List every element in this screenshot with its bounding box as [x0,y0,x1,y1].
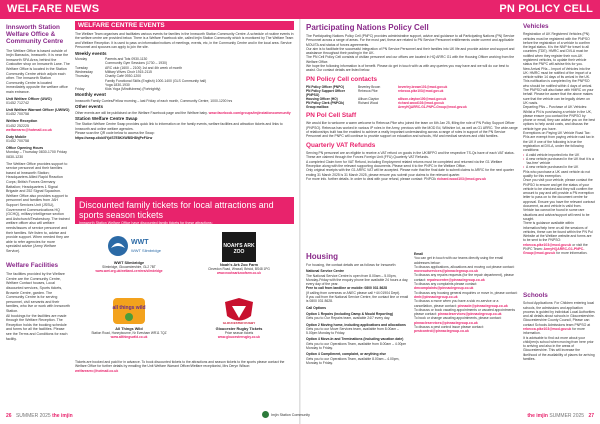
event-desc: Family Functional Skills (English) 1000-1400 (GLS Community hall) [105,78,207,83]
email-item [414,316,518,325]
venue-name: WWT Slimbridge [113,261,145,265]
nsc-text: The National Service Centre is open from 8.00am – 5.00pm, Monday-Friday with the enquiry phone line available 24 hours a day, every day of the year. [306,273,409,287]
call-option-heading: Option 4 Compliment, complaint, or anything else [306,352,387,357]
event-desc: Kids Yoga (Mindfulness) (Fortnightly) [105,87,161,92]
qvat-text: Serving PN personnel are an eligible to receive a VAT refund on goods in the UK/BFPO and the respective TS-Qs have of each VAT status. These are claimed through the Forces Foreign Unit (FFU) Quarterly VAT Refunds. [306,151,515,160]
contact-email[interactable]: beverley.brown101@mod.gov.uk [398,85,448,90]
brand-right: the imjin [527,413,548,419]
venue-name: All Things Wild [115,327,143,331]
page-number-left: 26 [6,413,12,419]
venue-address: Clevedon Road, Wraxall, Bristol, BS48 1PG [208,266,270,271]
swap-app-text: The Station Welfare Centre Swap provides quick link to information on the family events, welfare facilities and attraction tickets and links to Innsworth and online welfare agencies. [75,122,283,131]
email-item [414,308,518,317]
email-item-text: To discuss any housing general enquiries or move in, please contact: [414,290,518,295]
contact-person: Beverley Brown [358,85,381,90]
venue-card [185,296,293,356]
email-item-link[interactable]: pinnacleservices@pinnaclegroup.co.uk [437,312,502,317]
vehicles-p8 [523,221,595,255]
all-things-wild-logo-icon [111,296,147,326]
email-item [414,265,518,274]
qvat-text-4 [306,177,518,181]
contact-person: Allison Clayton [358,97,380,102]
other-events-desc: Other events are will be publicised on the Welfare Facebook page and the Welfare baby. [75,110,208,115]
welfare-facilities-bookings: All bookings for the facilities are made through the Welfare Reception. The Reception holds the booking schedule and forms for all the facilities. Please see the Terms and Conditions for each facility. [6,313,68,341]
email-item-link[interactable]: pestcontrol@pinnaclegroup.co.uk [414,329,469,334]
schools-title: Schools [523,292,548,299]
running-head-left: WELFARE NEWS [0,0,300,19]
email-title: Email [414,252,424,256]
contact-label: Welfare Reception [6,118,38,123]
footer-center-text: Imjin Station Community [271,412,310,417]
email-item-link[interactable]: repairscentre@pinnaclegroup.co.uk [426,277,485,282]
monthly-event-text: Innsworth Family Curries/Fellow morning – last Friday of each month, Community Centre, 1000-1200 hrs [75,98,233,103]
vehicles-p7: Vehicle tax cannot be found in some rare situations and advice/support will need to be sought. [523,208,590,221]
qvat-title: Quarterly VAT Refunds [306,141,376,149]
call-option-heading: Option 4 Move-In and Terminations (Including vacation date) [306,337,404,342]
vehicles-p10-text: for more information. [556,251,588,256]
crest-icon [262,411,269,418]
event-day: Monday [75,57,88,62]
list-item: • A new vehicle purchased in the UK that it is a 'tax-free' vehicle [523,157,595,166]
event-desc: Charity Café 0930-1200 [105,74,142,79]
contact-email[interactable]: ArmyHQARRC-G1-PNPC-Group@mod.gov.uk [398,105,467,110]
email-item [414,299,518,308]
weekly-events-table [75,57,225,91]
call-option-text: Gets you to our Operations Team, available from 8.00am – 4.00pm Monday to Friday. [306,341,407,351]
table-row [306,89,518,97]
contact-person: Richard Wood [358,101,379,106]
vehicles-p6: Once you visit your vehicle, please contact the PNPSO to ensure and get the status of your vehicle to be checked and they will confirm the amount to pay and will provide a PN exemption letter to pass on to the document centre for approval. Ensure you have the relevant contract document, as and vehicle is valid from. [523,178,595,209]
venue-card [185,232,293,292]
events-intro: The Welfare Team organises and facilitates various events for families in the Innsworth Station Community Centre. A schedule of routine events in the welfare centre are provided below. There is a Welfare Facebook site, called Imjin Station Community which is monitored by The Welfare Team and Welfare Reception. It is used to pass on information/notices of meetings, events, etc, in the Community Centre and in the local area. Service Personnel and spouses can apply to join the site. [75,32,294,50]
issue-date-right: SUMMER 2025 [549,413,585,419]
pn-cell-p3: The PN Cell Policy Cell consists of civilian personnel and our offices are located in HQ ARRC G1 with the Housing Officer working from the Welfare Office. [306,55,515,64]
welfare-office-intro: The Welfare Office is based outside of Imjin Barracks, Innsworth. It is near the Innsworth SFA Area, behind the Costcutter shop on Innsworth Lane. The Welfare Office is located in the Station Community Centre which adjoin each other. The Innsworth Station Community Centre is located immediately opposite the welfare office main entrance. [6,48,70,94]
venue-name: Noah's Ark Zoo Farm [219,263,259,267]
wwt-logo-venue: WWT Slimbridge [131,248,161,253]
vehicles-section [523,23,595,256]
contact-person: Rebecca Pike [358,89,378,94]
contact-value: 01452 700758 [6,139,29,144]
call-option-heading: Option 1 Repairs (including Damp & Mould Reporting) [306,311,394,316]
nsc-title: National Service Centre [306,269,345,274]
contact-role: Housing Officer (HO) [306,97,338,102]
event-desc: Military Wives Choir 1915-2115 [105,69,152,74]
venue-card [75,296,183,356]
venue-address: Slimbridge, Gloucestershire, GL2 7BT [102,264,156,269]
venue-website[interactable]: www.allthingswild.co.uk [110,334,148,339]
tickets-note [75,360,294,373]
office-hours-title: Office Opening Hours [6,145,44,150]
discount-title: Discounted family tickets for local attractions and sports season tickets [79,200,274,220]
pn-cell-p2: Our aim is to facilitate the successful integration of PN Service Personnel and their families into UK life and provide advice and support and assistance throughout their posting in the UK. [306,46,515,56]
footer-center [262,411,310,418]
vehicles-p4: Exemptions on Paying UK Vehicle Road Tax: PNs are exempt from paying vehicle road tax in the UK if one of the following is true the registration at DVLA, under the following conditions: [523,131,595,153]
email-item-text: To discuss any repairs requests (for the repair department), please contact: [414,273,514,282]
free-call-2: (if calling from overseas or ANEC please call +44 01904 Dept). [306,290,401,295]
contact-value: 01452 252225 [6,123,29,128]
welfare-facilities-title: Welfare Facilities [6,262,59,269]
venue-card [75,232,183,292]
noahs-ark-logo-icon: NOAH'S ARK ZOO [222,232,256,262]
monthly-event-title: Monthly event [75,92,106,98]
call-option-text: Gets you to Our Repairs team, available 24/7 every day. [306,316,391,321]
contact-person [358,105,398,109]
vehicles-p3: Departing PNs – Purchase of UK Vehicles: Whilst a PN is purchasing a vehicle in the UK, please ensure you contact the PNPSO by phone or email, they can advise you on the best options to help avoid costs, and discuss the vehicle type you have. [523,105,596,131]
at-logo-text: all things wild [112,305,146,311]
contact-email[interactable]: richard.wood103@mod.gov.uk [398,101,445,106]
schools-p2 [523,318,595,335]
glos-logo-text: GLOUCESTER RUGBY [222,321,256,325]
other-events-title: Other events [75,104,104,110]
contact-label: Duty Mobile [6,134,27,139]
table-row [306,105,518,109]
pn-contacts-title: PN Policy Cell contacts [306,75,378,83]
swap-app-title: Station Welfare Centre Swap [75,116,138,122]
footer-left [6,413,73,419]
events-body [75,32,294,140]
venue-address: Price season tickets [224,330,254,335]
swap-app-link[interactable]: https://swap.click/6YjdS7E8KXWBSH8hjPeFUrw [75,135,153,140]
contact-email[interactable]: allison.clayton100@mod.gov.uk [398,97,447,102]
discount-banner [75,197,294,224]
vehicles-p2: New Arrival PNs – Import of Vehicles into the UK: HMRC must be notified of the import of a vehicle within 14 days of its arrival in the UK. This notification is completed by the PNPSO who should be notified within 4 days of arrival. The PNPSO will also liaise with HMRC on your behalf. Please be aware that the above makes sure that the vehicle can be legally driven on UK roads. [523,66,594,105]
email-item-text: To book or change vacating appointments, please contact: [414,316,502,321]
facebook-link[interactable]: www.facebook.com/groups/imjinstationcommunity [208,110,291,115]
call-options-title: Call Options [306,305,326,310]
call-option-text: Gets you to our Move Services team, available from 8.00am – 5.00pm Monday to Friday. [306,326,399,336]
email-item-text: To discuss any complaints please contact: [414,282,478,287]
qvat-text-3: Only original receipts with the G1 ARRC VAT will be accepted. Please note that the final date to submit claims to ARRC for the next quarter ending 31 March 2025 is 31 March 2025, please ensure you submit your claims to the relevant quarter. [306,168,514,177]
event-day: Thursday [75,74,90,79]
pn-cell-p4: We hope the following information is of benefit. Please do get in touch with us with any queries you may have and we will do our best to assist. Our contact details are listed below. [306,64,509,73]
welfare-facilities-text: The facilities provided by the Welfare Centre are the Community Centre, Welfare Contact houses, Local discounted services, Sports tickets, Brownie Centre, garden. The Community Centre is for serving personnel, civil servants and their families, who live or work with Innsworth Station. [6,272,70,313]
contact-label: Unit Welfare Officer (UWO) [6,96,52,101]
event-day: Tuesday [75,65,88,70]
venue-address: Station Road, Honeybourne, Nr Evesham WR11 7QZ [91,330,167,335]
weekly-events-title: Weekly events [75,50,107,56]
event-desc: Community Gym Sessions (1730 – 1930) [105,61,167,66]
vehicles-text: Registration of UK Registered Vehicles (PN) vehicles must be registered with the PNPSO before the registration of a vehicle to confirm the legal status. It is the NNP for travel to all countries (TDE). HMRC and DVLA must be notified when they register their non-UK registered vehicles, to update their vehicle status the PNPC will advise this for you. [523,32,590,67]
page-gutter [299,0,301,424]
schools-email-link[interactable]: rebecca.pike103@mod.gov.uk [523,326,572,331]
contact-value: 01452 712742 [6,101,29,106]
page-number-right: 27 [588,413,594,419]
vehicles-title: Vehicles [523,23,549,30]
schools-p4: It is advisable to find out more about your child(ren)s school when moving from here prior to arriving and also in the areas of Gloucestershire. This will increase the likelihood of the availability of places for arriving families. [523,335,595,362]
schools-section [523,292,595,361]
email-item [414,325,518,334]
venue-name: Gloucester Rugby Tickets [215,327,263,331]
vehicles-p9-text: or visit the PNPC Team: [523,242,588,252]
pn-staff-text: We would like to welcome a warm welcome to Rebecca Pike who joined the team on 6th Jan 25, filling the role of PN Policy Support Officer (PNPSO). Rebecca has worked in various IP roles in the Army, previous with the MOD Ed, Wiltshire lot, as well as G1 ARRC. The wide-range of relationships built has the enabled to achieve a really important understanding across a range of roles in support of the PN Service Personnel and the PNPC will continue to provide support on education and schools, HM and medical services and child families. [306,121,518,139]
event-day: Wednesday [75,69,93,74]
other-events-text [75,111,294,115]
email-item-link[interactable]: pinnacleservices@pinnaclegroup.co.uk [414,320,478,325]
event-desc: Yoga 1830-1930 [105,82,130,87]
email-item-text: To discuss or book vacating appointments or vacated appointments please contact: [414,307,516,317]
housing-intro: For housing, the contact details are as follows for Innsworth: [306,263,397,267]
housing-title: Housing [306,252,338,261]
schools-p2-text: Gloucestershire County Council, Please can contact Schools Admissions team PNPSO at [523,318,591,327]
wwt-logo-icon [104,232,161,260]
event-desc: Parents and Tots 0930-1130 [105,57,148,62]
access-text: If you call from the National Service Centre, the contact line or email is 0800 031 8628. [306,295,409,304]
office-hours: Monday – Thursday 0830-1700 Friday 0830-1230 [6,150,67,160]
email-item-link[interactable]: dmh@pinnaclegroup.co.uk [414,294,458,299]
schools-p3-text: for more information. [523,326,585,336]
vehicle-exemptions-list [523,153,595,170]
housing-section [306,252,410,365]
welfare-facilities-section [6,262,70,341]
event-desc: ARC club (1600 – 2100) 1st and 4th week of month [105,65,183,70]
vehicles-p8-text: There is guidance available within information/help here on all the sessions of vehicles, these can be found within the PN Pol Website at the Welfare website and forms are to be sent to the PNPSO: [523,221,593,243]
event-day: Friday [75,87,85,92]
housing-email-section [414,252,518,334]
email-item [414,282,518,291]
wwt-logo-text: WWT [131,239,149,246]
venue-website[interactable]: www.noahsarkzoofarm.co.uk [217,270,261,275]
footer-right [527,413,594,419]
call-option-text: Gets you to our Operations Team, available 8.00am – 4.00pm, Monday to Friday. [306,356,400,365]
events-banner: WELFARE CENTRE EVENTS [75,21,294,30]
swap-app-scan: Please scan the QR code below to access the Swap: [75,131,155,136]
email-item [414,273,518,282]
qvat-contact-text: For more info. further details. In order to deal with your refund, please contact: PNPCIk [306,176,437,181]
email-item-text: To discuss a pest control issue please contact: [414,325,484,330]
email-item [414,291,518,300]
welfare-office-column [6,24,70,256]
issue-date-left: SUMMER 2025 [15,413,51,419]
email-item-text: To discuss applications, allocations and moving out please contact: [414,264,515,269]
list-item: • A new vehicle purchased in the UK [523,165,595,169]
discount-subtitle: Innsworth Station Welfare Office have discounted family tickets for these attractions: [79,221,213,225]
email-item-link[interactable]: dmcomplaints@pinnaclegroup.co.uk [414,286,474,291]
list-item: • A valid vehicle imported into the UK [523,153,595,157]
contact-email[interactable]: rebecca.pike103@mod.gov.uk [398,89,444,94]
call-option-heading: Option 2 Moving home, including applications and allocations [306,322,406,327]
pn-cell-title: Participating Nations Policy Cell [306,23,429,32]
vehicles-email-link[interactable]: rebecca.pike103@mod.gov.uk [523,242,572,247]
welfare-contacts [6,97,70,144]
contact-value: 01452 700758 [6,112,29,117]
welfare-office-title: Innsworth Station Welfare Office & Community Centre [6,24,64,46]
qvat-email-link[interactable]: richard.wood103@mod.gov.uk [437,176,487,181]
email-item-link[interactable]: pinnacle@pinnaclegroup.co.uk [457,303,508,308]
email-intro: You can get in touch with our teams directly using the email addresses below: [414,256,504,265]
free-call: Free to call from landline or mobile: 0800 031 8628 [306,286,388,291]
email-item-text: To discuss a move when you have a sick ex-service or a cancellation, please contact: [414,299,499,308]
contact-role: PN Policy Officer (PNPO) [306,85,344,90]
contact-role: Group mailbox [306,105,329,110]
venues-grid [75,228,294,358]
running-head-right: PN POLICY CELL [300,0,600,19]
vehicles-p5: PNs who purchase a UK used vehicle do not qualify for this exemption. [523,169,591,178]
vehicles-email2-link[interactable]: ArmyHQARRC-G1-PNPC-Group@mod.gov.uk [523,247,585,256]
pn-policy-cell-column [306,23,518,181]
pn-staff-title: PN Pol Cell Staff [306,112,357,120]
venue-website[interactable]: www.wwt.org.uk/wetland-centres/slimbridge [95,268,163,273]
table-row [75,87,225,91]
tickets-email-link[interactable]: welfarearrc@hotmail.co.uk [75,368,119,373]
pn-cell-intro: The Participating Nations Policy Cell (PNPC) provides administrative support, advice and guidance to all Participating Nations (PN) Service Personnel across a range of areas. For the most part, these are related to PN Service Personnel entitlements under current and applicable MOU/TA and status of forces agreements. [306,34,515,47]
contact-role: PN Policy Support Officer (PNPSO) [306,89,345,98]
tickets-note-text: Tickets are booked and paid for in advance. To book discounted tickets to the attractions and season tickets to the sports please contact the Welfare Office for further details by emailing the Unit Welfare Warrant Officer/Welfare receptionist, Mrs Deryn Wilson: [75,360,285,369]
contact-label: Unit Welfare Warrant Officer (UWWO) [6,107,70,112]
email-item-link[interactable]: moveoutservices@pinnaclegroup.co.uk [414,269,479,274]
services-text: The Welfare Office provides support to service personnel and their families based at Innsworth Station; Headquarters Allied Rapid Reaction Corps; British Forces Germany Battalion; Headquarters 1 Signal Brigade and 252 Signal Squadron. Welfare Office also provides support to personnel and families from JAH Support Services Unit (JSSU), Government Communications HQ (GCHQ), military intelligence section and Ashchurch/Tewkesbury. The trained welfare officer also will welfare needs/issues of service personnel and their families. We listen to, advise and provide support. When needed they are able to refer agencies for more specialist advice (Army Welfare Service). [6,161,70,253]
schools-text: School Applications: For Children entering local schools, the admissions and application process is guided by individual Local Authorities and all details about schools in Gloucestershire. [523,301,595,319]
venue-website[interactable]: www.gloucesterrugby.co.uk [217,334,261,339]
gloucester-rugby-logo-icon [219,296,259,326]
contact-role: PN Policy Clerk (PNPCIk) [306,101,345,106]
brand-left: the imjin [52,413,73,419]
contact-email-link[interactable]: welfarearrc@hotmail.co.uk [6,128,52,133]
pn-contacts-table [306,85,518,109]
qvat-text-2: A completed Claim form for VAT Refund, including Employment related returns must be completed and returned via the G1 Welfare Reception along with the relevant supporting documents. Please send it to the PNPC in the Welfare Office. [306,159,503,168]
